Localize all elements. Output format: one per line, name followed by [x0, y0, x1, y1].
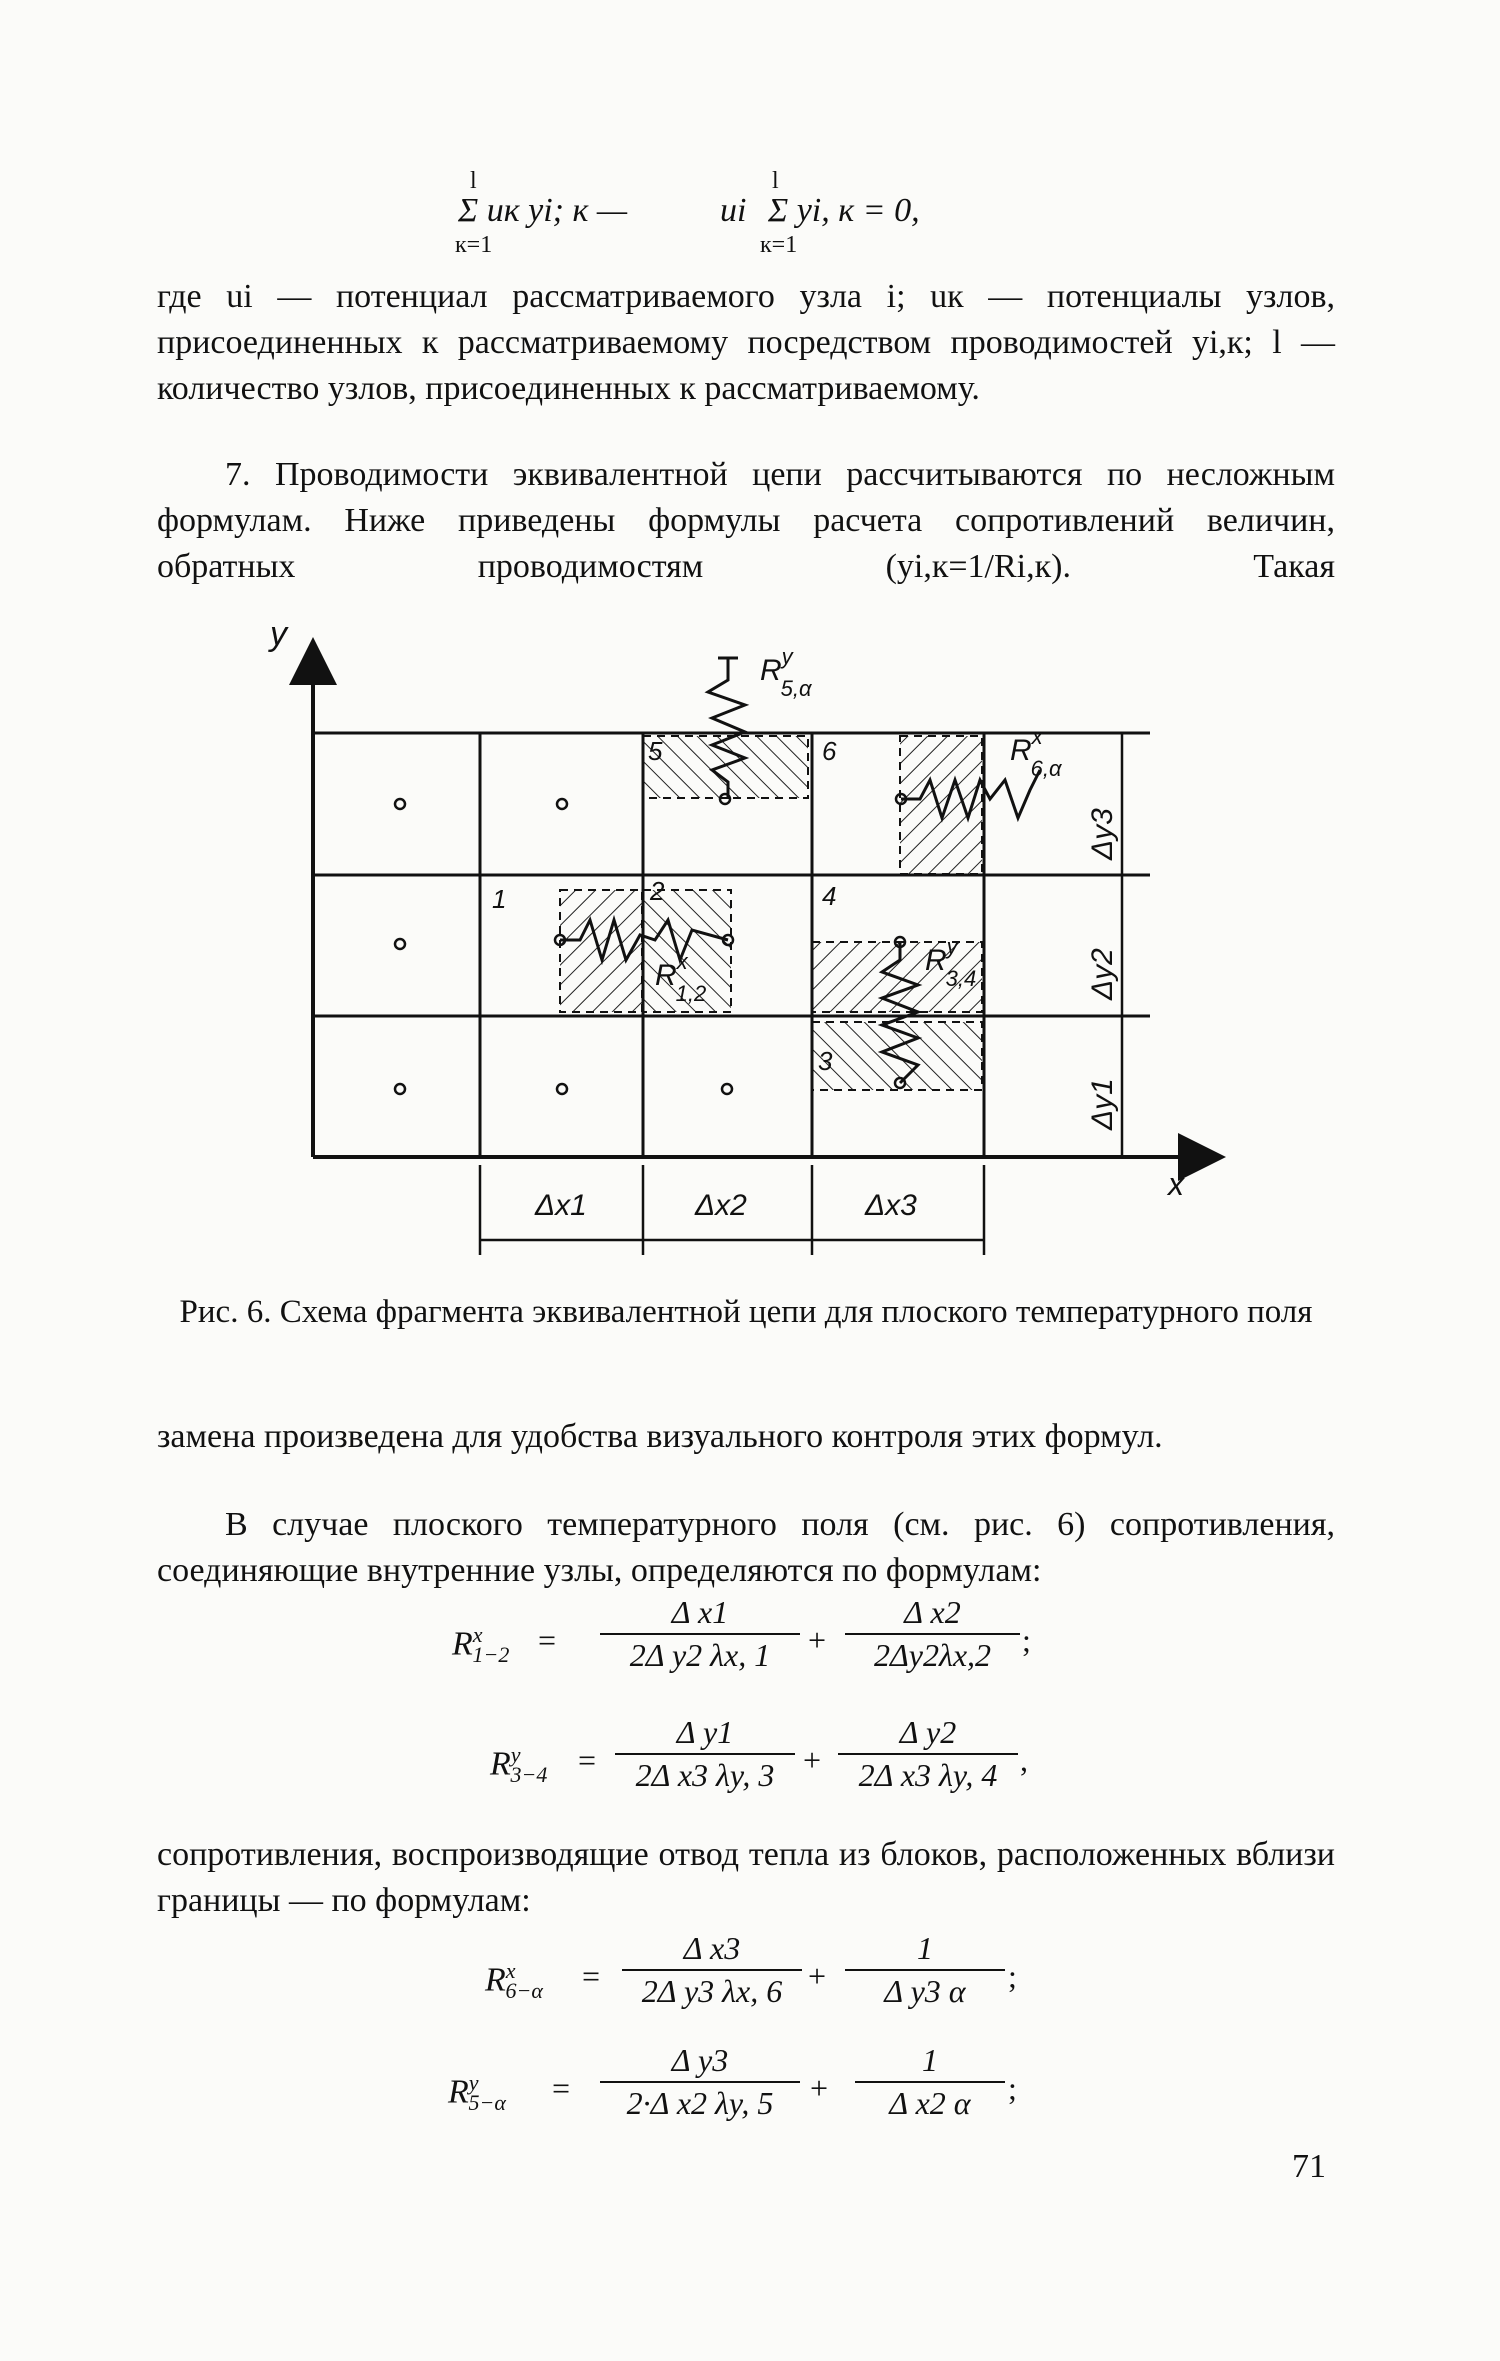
sum2-upper-limit: l — [772, 168, 779, 194]
formula4-eq: = — [552, 2070, 571, 2106]
formula3-num2: 1 — [845, 1930, 1005, 1971]
node-number-6: 6 — [822, 736, 837, 766]
formula4-end: ; — [1008, 2070, 1017, 2106]
page-number: 71 — [1292, 2148, 1326, 2185]
formula3-eq: = — [582, 1958, 601, 1994]
formula3-frac1 — [622, 1930, 802, 2010]
formula2-end: , — [1020, 1742, 1028, 1778]
label-r-5a: $R^y$ 5,α — [760, 644, 812, 701]
dx3-label: Δx3 — [865, 1189, 917, 1222]
formula2-den2: 2Δ x3 λy, 4 — [858, 1757, 998, 1793]
formula1-frac1 — [600, 1594, 800, 1674]
formula1-num2: Δ x2 — [845, 1594, 1020, 1635]
sum1-upper-limit: l — [470, 168, 477, 194]
sum2-lower-limit: к=1 — [760, 232, 798, 258]
formula4-den2: Δ x2 α — [889, 2085, 971, 2121]
formula4-lhs: $R^y_{5-\alpha}$ — [448, 2070, 506, 2116]
dy1-label: Δy1 — [1086, 1078, 1119, 1130]
formula2-den1: 2Δ x3 λy, 3 — [635, 1757, 775, 1793]
sum2-body: Σ yi, к = 0, — [768, 192, 920, 229]
hatch-block-6 — [900, 736, 982, 874]
figure-caption: Рис. 6. Схема фрагмента эквивалентной цепи для плоского температурного поля — [179, 1294, 1313, 1330]
formula1-frac2 — [845, 1594, 1020, 1674]
formula3-den2: Δ y3 α — [884, 1973, 966, 2009]
dy3-label: Δy3 — [1086, 808, 1119, 860]
paragraph-where: где ui — потенциал рассматриваемого узла i; uк — потенциалы узлов, присоединенных к рассматриваемому посредством проводимостей yi,к; l — количество узлов, присоединенных к рассматриваемому. — [157, 278, 1335, 407]
label-r-34: $R^y$ 3,4 — [925, 934, 977, 991]
formula4-frac1 — [600, 2042, 800, 2122]
formula1-num1: Δ x1 — [600, 1594, 800, 1635]
formula4-num2: 1 — [855, 2042, 1005, 2083]
node-number-2: 2 — [650, 876, 665, 906]
dx2-label: Δx2 — [695, 1189, 747, 1222]
formula2-frac1 — [615, 1714, 795, 1794]
formula4-den1: 2·Δ x2 λy, 5 — [626, 2085, 774, 2121]
label-r-6a: $R^x$ 6,α — [1010, 724, 1062, 781]
formula3-frac2 — [845, 1930, 1005, 2010]
formula2-num1: Δ y1 — [615, 1714, 795, 1755]
paragraph-case: В случае плоского температурного поля (см. рис. 6) сопротивления, соединяющие внутренние узлы, определяются по формулам: — [157, 1506, 1335, 1589]
dx1-label: Δx1 — [535, 1189, 587, 1222]
paragraph-border: сопротивления, воспроизводящие отвод тепла из блоков, расположенных вблизи границы — по формулам: — [157, 1836, 1335, 1919]
formula3-lhs: $R^x_{6-\alpha}$ — [485, 1958, 543, 2004]
formula4-plus: + — [810, 2070, 829, 2106]
node-number-1: 1 — [492, 884, 507, 914]
node-number-4: 4 — [822, 881, 837, 911]
middle-term: ui — [720, 192, 747, 229]
formula1-plus: + — [808, 1622, 827, 1658]
formula3-num1: Δ x3 — [622, 1930, 802, 1971]
node-number-5: 5 — [648, 736, 663, 766]
sum1-body: Σ uк yi; к — — [458, 192, 628, 229]
formula1-den2: 2Δy2λx,2 — [873, 1637, 992, 1673]
formula3-end: ; — [1008, 1958, 1017, 1994]
formula2-lhs: $R^y_{3-4}$ — [490, 1742, 548, 1788]
label-r-12: $R^x$ 1,2 — [655, 949, 707, 1006]
formula2-num2: Δ y2 — [838, 1714, 1018, 1755]
formula1-end: ; — [1022, 1622, 1031, 1658]
formula3-den1: 2Δ y3 λx, 6 — [641, 1973, 783, 2009]
formula2-frac2 — [838, 1714, 1018, 1794]
x-axis-label: x — [1168, 1166, 1184, 1202]
formula1-den1: 2Δ y2 λx, 1 — [629, 1637, 771, 1673]
formula3-plus: + — [808, 1958, 827, 1994]
paragraph-zamena: замена произведена для удобства визуального контроля этих формул. — [157, 1418, 1163, 1455]
y-axis-label: y — [270, 615, 287, 653]
formula4-num1: Δ y3 — [600, 2042, 800, 2083]
node-number-3: 3 — [818, 1046, 833, 1076]
formula4-frac2 — [855, 2042, 1005, 2122]
paragraph-7: 7. Проводимости эквивалентной цепи рассчитываются по несложным формулам. Ниже приведены формулы расчета сопротивлений величин, обратных проводимостям (yi,к=1/Ri,к). Такая — [157, 456, 1335, 585]
dy2-label: Δy2 — [1086, 948, 1119, 1000]
formula2-plus: + — [803, 1742, 822, 1778]
hatch-block-5 — [643, 736, 808, 798]
formula2-eq: = — [578, 1742, 597, 1778]
sum1-lower-limit: к=1 — [455, 232, 493, 258]
formula1-lhs: $R^x_{1-2}$ — [452, 1622, 510, 1668]
formula1-eq: = — [538, 1622, 557, 1658]
